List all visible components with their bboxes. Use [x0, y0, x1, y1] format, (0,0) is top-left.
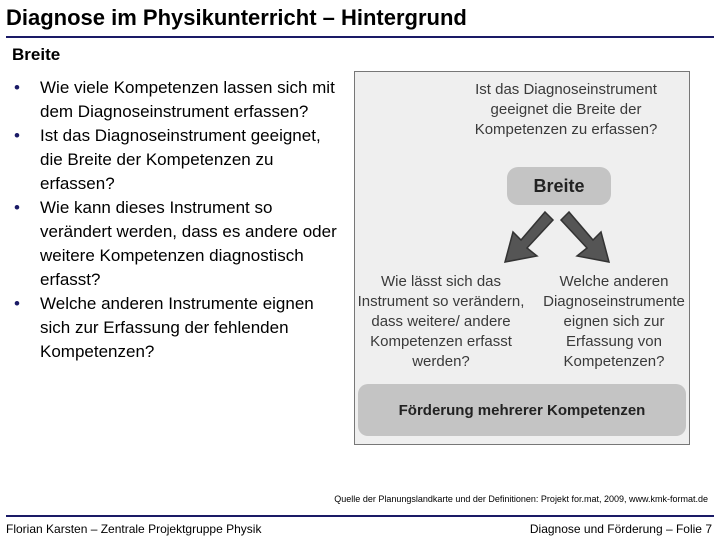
figure-bottom-box	[358, 384, 686, 436]
bullet-text: Wie viele Kompetenzen lassen sich mit dem Diagnoseinstrument erfassen?	[40, 78, 335, 121]
source-note: Quelle der Planungslandkarte und der Definitionen: Projekt for.mat, 2009, www.kmk-format.de	[334, 494, 708, 504]
bullet-dot-icon: •	[14, 294, 20, 313]
bullet-item	[12, 76, 342, 124]
figure-question-right: Welche anderen Diagnoseinstrumente eignen sich zur Erfassung von Kompetenzen?	[543, 273, 685, 370]
footer-author: Florian Karsten – Zentrale Projektgruppe Physik	[6, 522, 262, 536]
arrow-down-right-icon	[561, 212, 609, 262]
bullet-list	[12, 76, 342, 364]
bullet-item	[12, 292, 342, 364]
figure-question-top: Ist das Diagnoseinstrument geeignet die Breite der Kompetenzen zu erfassen?	[474, 81, 658, 138]
arrow-down-left-icon	[505, 212, 553, 262]
figure-question-left: Wie lässt sich das Instrument so verändern, dass weitere/ andere Kompetenzen erfasst werden?	[357, 273, 525, 370]
bullet-dot-icon: •	[14, 198, 20, 217]
section-heading: Breite	[12, 45, 61, 64]
bullet-text: Wie kann dieses Instrument so verändert werden, dass es andere oder weitere Kompetenzen diagnostisch erfasst?	[40, 198, 337, 289]
slide-title: Diagnose im Physikunterricht – Hintergrund	[6, 5, 467, 30]
bullet-dot-icon: •	[14, 126, 20, 145]
footer-slide-number: Diagnose und Förderung – Folie 7	[529, 522, 712, 536]
bullet-text: Welche anderen Instrumente eignen sich zur Erfassung der fehlenden Kompetenzen?	[40, 294, 314, 361]
bullet-item	[12, 196, 342, 292]
planning-map-figure	[354, 71, 690, 445]
bullet-item	[12, 124, 342, 196]
bullet-dot-icon: •	[14, 78, 20, 97]
figure-center-label: Breite	[533, 175, 585, 196]
footer-divider	[6, 515, 714, 517]
title-divider	[6, 36, 714, 38]
figure-bottom-label: Förderung mehrerer Kompetenzen	[398, 401, 646, 419]
bullet-text: Ist das Diagnoseinstrument geeignet, die Breite der Kompetenzen zu erfassen?	[40, 126, 321, 193]
